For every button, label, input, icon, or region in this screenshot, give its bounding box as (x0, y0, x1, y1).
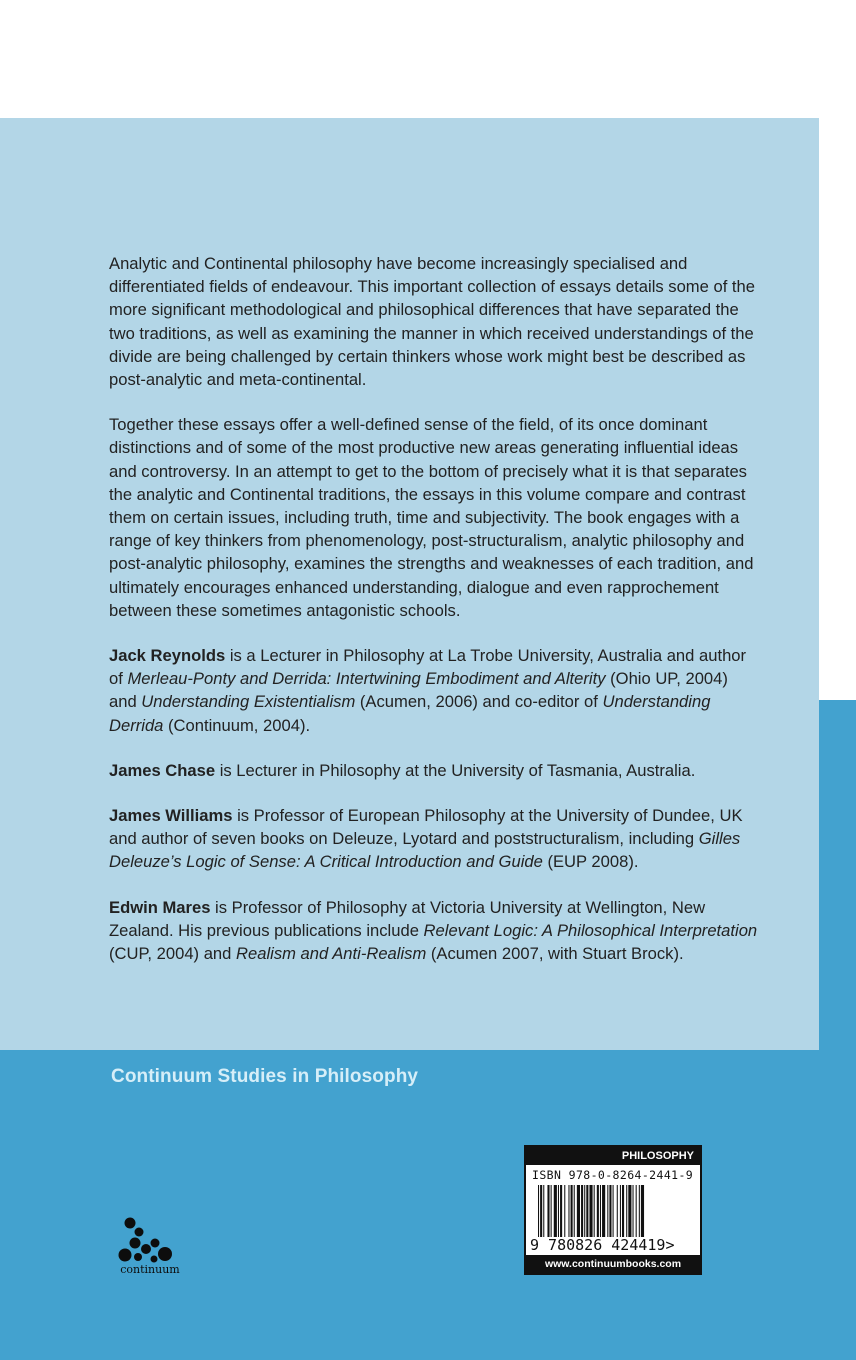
barcode-bar (584, 1185, 585, 1243)
barcode-bar (586, 1185, 588, 1243)
bio-name: James Chase (109, 760, 216, 780)
bio-book-title: Relevant Logic: A Philosophical Interpretation (423, 920, 758, 940)
bio-text: (Ohio UP, 2004) and (109, 669, 728, 712)
barcode-bar (641, 1185, 644, 1243)
bio-text: is Professor of European Philosophy at the University of Dundee, UK and author of seven books on Deleuze, Lyotard and poststructuralism, including (109, 806, 743, 849)
bio-jack-reynolds (109, 644, 759, 737)
barcode-bar (574, 1185, 575, 1243)
back-cover-blurb (109, 252, 759, 987)
barcode-bar (639, 1185, 640, 1243)
barcode-bar (547, 1185, 549, 1243)
barcode-digit-string: 9 780826 424419 (530, 1236, 666, 1254)
barcode-bar (543, 1185, 544, 1243)
barcode-bar (554, 1185, 557, 1243)
barcode-bar (551, 1185, 552, 1243)
barcode-bars (538, 1185, 690, 1243)
isbn-barcode (524, 1145, 702, 1275)
barcode-bar (568, 1185, 569, 1243)
barcode-bar (622, 1185, 624, 1243)
bio-name: James Williams (109, 806, 233, 826)
bio-text: is Professor of Philosophy at Victoria University at Wellington, New Zealand. His previous publications include (109, 897, 706, 940)
barcode-bar (571, 1185, 573, 1243)
barcode-bar (609, 1185, 611, 1243)
publisher-logo-text: continuum (120, 1263, 180, 1276)
bio-text: (Acumen 2007, with Stuart Brock). (426, 944, 684, 964)
barcode-digits (530, 1237, 675, 1253)
barcode-bar (560, 1185, 562, 1243)
bio-text: (Continuum, 2004). (163, 715, 311, 735)
barcode-bar (589, 1185, 592, 1243)
barcode-bar (636, 1185, 637, 1243)
bio-book-title: Merleau-Ponty and Derrida: Intertwining Embodiment and Alterity (127, 669, 606, 689)
barcode-bar (558, 1185, 559, 1243)
bio-name: Jack Reynolds (109, 646, 226, 666)
bio-edwin-mares (109, 896, 759, 966)
barcode-bar (628, 1185, 631, 1243)
blurb-paragraph-1: Analytic and Continental philosophy have become increasingly specialised and differentiated fields of endeavour. This important collection of essays details some of the more significant methodological and philosophical differences that have separated the two traditions, as well as examining the manner in which received understandings of the divide are being challenged by certain thinkers whose work might best be described as post-analytic and meta-continental. (109, 254, 755, 390)
barcode-bar (594, 1185, 595, 1243)
bio-text: is a Lecturer in Philosophy at La Trobe University, Australia and author of (109, 646, 747, 689)
barcode-bar (602, 1185, 605, 1243)
barcode-bar (620, 1185, 621, 1243)
bio-james-chase (109, 759, 759, 782)
bio-text: (Acumen, 2006) and co-editor of (355, 692, 603, 712)
bio-text: (CUP, 2004) and (109, 944, 236, 964)
barcode-bar (617, 1185, 618, 1243)
barcode-bar (600, 1185, 601, 1243)
barcode-bar (540, 1185, 542, 1243)
barcode-subject: PHILOSOPHY (526, 1147, 700, 1165)
barcode-bar (633, 1185, 634, 1243)
publisher-url: www.continuumbooks.com (526, 1255, 700, 1273)
bio-book-title: Understanding Existentialism (141, 692, 356, 712)
bio-book-title: Gilles Deleuze’s Logic of Sense: A Critical Introduction and Guide (109, 829, 741, 872)
barcode-bar (581, 1185, 583, 1243)
isbn-number: ISBN 978-0-8264-2441-9 (532, 1168, 694, 1182)
series-title: Continuum Studies in Philosophy (111, 1066, 419, 1087)
barcode-bar (597, 1185, 599, 1243)
barcode-arrow: > (665, 1236, 675, 1254)
bio-text: is Lecturer in Philosophy at the University of Tasmania, Australia. (215, 760, 696, 780)
bio-book-title: Realism and Anti-Realism (236, 944, 427, 964)
bio-book-title: Understanding Derrida (109, 692, 711, 735)
barcode-bar (577, 1185, 580, 1243)
barcode-bar (607, 1185, 608, 1243)
bio-text: (EUP 2008). (542, 852, 639, 872)
top-margin (0, 0, 856, 118)
barcode-bar (613, 1185, 614, 1243)
bio-james-williams (109, 804, 759, 874)
barcode-bar (564, 1185, 565, 1243)
barcode-bar (626, 1185, 627, 1243)
barcode-bar (538, 1185, 539, 1243)
blurb-paragraph-2: Together these essays offer a well-defined sense of the field, of its once dominant distinctions and of some of the most productive new areas generating influential ideas and controversy. In an attempt to get to the bottom of precisely what it is that separates the analytic and Continental traditions, the essays in this volume compare and contrast them on certain issues, including truth, time and subjectivity. The book engages with a range of key thinkers from phenomenology, post-structuralism, analytic philosophy and post-analytic philosophy, examines the strengths and weaknesses of each tradition, and ultimately encourages enhanced understanding, dialogue and even rapprochement between these sometimes antagonistic schools. (109, 415, 754, 620)
bio-name: Edwin Mares (109, 897, 211, 917)
